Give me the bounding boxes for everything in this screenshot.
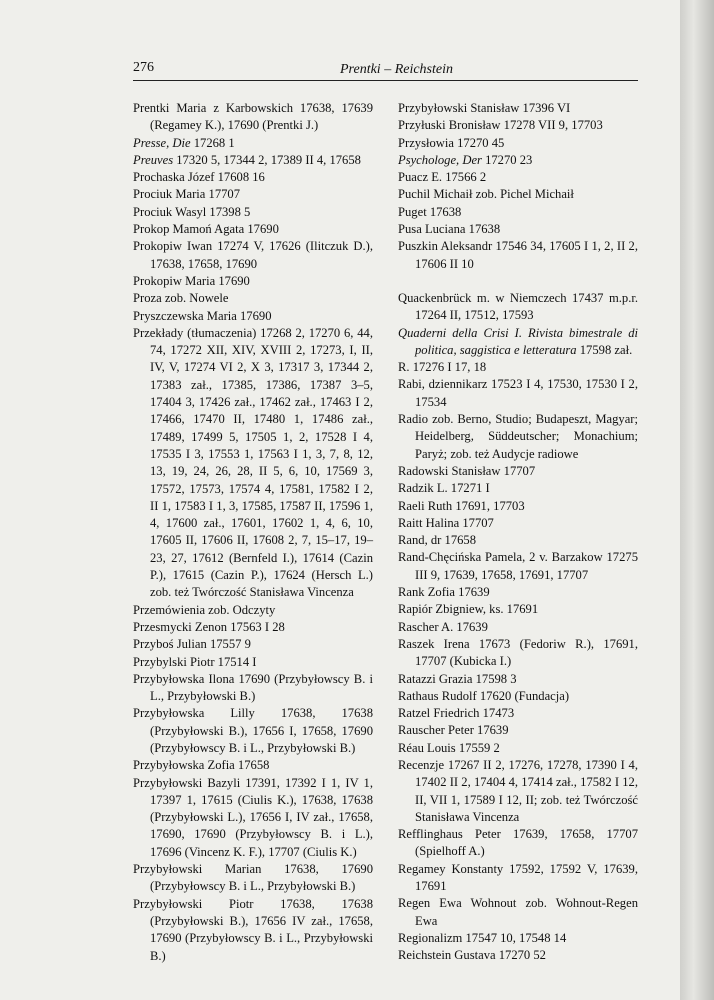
index-entry: [398, 100, 638, 117]
index-entry: [398, 601, 638, 618]
index-entry: [398, 705, 638, 722]
entry-text: Quackenbrück m. w Niemczech 17437 m.p.r. 17264 II, 17512, 17593: [398, 290, 638, 323]
entry-text: Rand, dr 17658: [398, 533, 477, 548]
index-entry: [133, 273, 373, 290]
entry-text: Raeli Ruth 17691, 17703: [398, 498, 525, 513]
index-entry: [398, 930, 638, 947]
index-entry: [398, 359, 638, 376]
entry-text: Prociuk Wasyl 17398 5: [133, 204, 251, 219]
index-entry: [398, 688, 638, 705]
index-entry: [398, 861, 638, 896]
index-entry: [133, 757, 373, 774]
index-entry: [398, 238, 638, 273]
index-entry: [398, 325, 638, 360]
entry-text: Regamey Konstanty 17592, 17592 V, 17639, 17691: [398, 861, 638, 894]
entry-text: Ratazzi Grazia 17598 3: [398, 671, 517, 686]
index-entry: [398, 740, 638, 757]
index-entry: [398, 186, 638, 203]
entry-text: Przybyłowska Lilly 17638, 17638 (Przybyłowski B.), 17656 I, 17658, 17690 (Przybyłowscy B. i L., Przybyłowski B.): [133, 706, 373, 755]
entry-text: Prentki Maria z Karbowskich 17638, 17639 (Regamey K.), 17690 (Prentki J.): [133, 101, 373, 133]
entry-text: Prochaska Józef 17608 16: [133, 170, 265, 185]
entry-text: Proza zob. Nowele: [133, 291, 229, 306]
index-entry: [133, 100, 373, 135]
entry-text: Rand-Chęcińska Pamela, 2 v. Barzakow 17275 III 9, 17639, 17658, 17691, 17707: [398, 550, 638, 582]
entry-text: Prokop Mamoń Agata 17690: [133, 222, 279, 237]
entry-text: Ratzel Friedrich 17473: [398, 706, 515, 721]
index-entry: [133, 705, 373, 757]
entry-text: Rauscher Peter 17639: [398, 723, 509, 738]
entry-text: Raszek Irena 17673 (Fedoriw R.), 17691, 17707 (Kubicka I.): [398, 636, 638, 669]
entry-text: Przybyłowski Marian 17638, 17690 (Przybyłowscy B. i L., Przybyłowski B.): [133, 862, 373, 894]
index-entry: [398, 152, 638, 169]
index-entry: [398, 532, 638, 549]
entry-text: Reichstein Gustava 17270 52: [398, 948, 546, 963]
entry-text: Prociuk Maria 17707: [133, 187, 241, 202]
entry-text: Rapiór Zbigniew, ks. 17691: [398, 602, 539, 617]
entry-text: Przekłady (tłumaczenia) 17268 2, 17270 6, 44, 74, 17272 XII, XIV, XVIII 2, 17273, I, II, IV, V, 17274 VI 2, X 3, 17317 3, 17344 2, 17383 zał., 17385, 17386, 17387 3–5, 17404 3, 17426 zał., 17462 zał., 17463 I 2, 17466, 17470 II, 17480 1, 17486 zał., 17489, 17499 5, 17505 1, 2, 17528 I 4, 17535 I 3, 17553 1, 17563 I 1, 3, 7, 8, 12, 13, 19, 24, 26, 28, II 5, 6, 10, 17569 3, 17572, 17573, 17574 4, 17581, 17582 I 2, II 1, 17583 I 1, 3, 17585, 17587 II, 17596 1, 4, 17600 zał., 17601, 17602 1, 4, 6, 10, 17605 II, 17606 II, 17608 2, 7, 15–17, 19–23, 27, 17612 (Bernfeld I.), 17614 (Cazin P.), 17615 (Cazin P.), 17624 (Hersch L.) zob. też Twórczość Stanisława Vincenza: [133, 325, 373, 600]
index-entry: [133, 290, 373, 307]
entry-text: Rascher A. 17639: [398, 619, 488, 634]
entry-text: Przybyłowska Zofia 17658: [133, 758, 270, 773]
index-entry: [133, 602, 373, 619]
index-column-left: [133, 100, 373, 965]
entry-text: Prokopiw Maria 17690: [133, 273, 250, 288]
entry-text: Puchil Michaił zob. Pichel Michaił: [398, 187, 574, 202]
entry-text: Przesmycki Zenon 17563 I 28: [133, 619, 285, 634]
entry-text: Przybylski Piotr 17514 I: [133, 654, 257, 669]
index-entry: [133, 238, 373, 273]
index-entry: [398, 221, 638, 238]
index-column-right: [398, 100, 638, 965]
index-entry: [398, 826, 638, 861]
entry-title-italic: Presse, Die: [133, 135, 191, 150]
entry-text: Przybyłowska Ilona 17690 (Przybyłowscy B. i L., Przybyłowski B.): [133, 671, 373, 704]
index-entry: [398, 463, 638, 480]
index-entry: [398, 411, 638, 463]
entry-text: 17598 zał.: [576, 342, 633, 357]
index-entry: [398, 947, 638, 964]
page-edge: [680, 0, 714, 1000]
index-entry: [133, 152, 373, 169]
index-entry: [398, 204, 638, 221]
entry-text: Przybyłowski Piotr 17638, 17638 (Przybyłowski B.), 17656 IV zał., 17658, 17690 (Przybyłowscy B. i L., Przybyłowski B.): [133, 896, 373, 963]
entry-text: Rabi, dziennikarz 17523 I 4, 17530, 17530 I 2, 17534: [398, 377, 638, 409]
index-entry: [133, 135, 373, 152]
index-entry: [133, 861, 373, 896]
index-entry: [398, 290, 638, 325]
index-entry: [133, 775, 373, 861]
entry-text: Regionalizm 17547 10, 17548 14: [398, 930, 567, 945]
entry-text: Przybyłowski Bazyli 17391, 17392 I 1, IV 1, 17397 1, 17615 (Ciulis K.), 17638, 17638 (Przybyłowski L.), 17656 I, IV zał., 17658, 17690, 17690 (Przybyłowscy B. i L.), 17696 (Vincenz K. F.), 17707 (Ciulis K.): [133, 775, 373, 859]
entry-text: Puacz E. 17566 2: [398, 170, 487, 185]
index-entry: [398, 117, 638, 134]
entry-text: Refflinghaus Peter 17639, 17658, 17707 (Spielhoff A.): [398, 827, 638, 859]
index-entry: [133, 325, 373, 602]
entry-text: 17270 23: [481, 152, 533, 167]
entry-text: Przemówienia zob. Odczyty: [133, 602, 276, 617]
entry-text: Réau Louis 17559 2: [398, 740, 500, 755]
entry-text: Pryszczewska Maria 17690: [133, 308, 272, 323]
entry-text: Przysłowia 17270 45: [398, 135, 505, 150]
index-entry: [398, 549, 638, 584]
index-entry: [133, 308, 373, 325]
entry-text: Prokopiw Iwan 17274 V, 17626 (Ilitczuk D.), 17638, 17658, 17690: [133, 239, 373, 271]
index-entry: [133, 619, 373, 636]
running-title: Prentki – Reichstein: [340, 62, 453, 77]
entry-title-italic: Psychologe, Der: [398, 152, 482, 167]
index-entry: [398, 135, 638, 152]
entry-text: Puget 17638: [398, 204, 462, 219]
entry-text: Puszkin Aleksandr 17546 34, 17605 I 1, 2, II 2, 17606 II 10: [398, 239, 638, 271]
index-entry: [398, 895, 638, 930]
entry-text: Radowski Stanisław 17707: [398, 463, 536, 478]
index-entry: [398, 515, 638, 532]
entry-text: 17268 1: [190, 135, 235, 150]
page-header: [133, 60, 638, 81]
index-entry: [133, 636, 373, 653]
index-entry: [133, 204, 373, 221]
entry-title-italic: Preuves: [133, 152, 174, 167]
index-entry: [398, 584, 638, 601]
index-entry: [133, 221, 373, 238]
index-entry: [398, 619, 638, 636]
entry-text: Radio zob. Berno, Studio; Budapeszt, Magyar; Heidelberg, Süddeutscher; Monachium; Paryż; zob. też Audycje radiowe: [398, 412, 638, 461]
index-entry: [398, 376, 638, 411]
page-number: 276: [133, 60, 154, 75]
entry-text: Rank Zofia 17639: [398, 585, 490, 600]
index-entry: [133, 169, 373, 186]
index-entry: [398, 757, 638, 826]
entry-text: Rathaus Rudolf 17620 (Fundacja): [398, 688, 570, 703]
entry-text: Przyłuski Bronisław 17278 VII 9, 17703: [398, 118, 603, 133]
entry-text: Pusa Luciana 17638: [398, 222, 501, 237]
index-entry: [398, 169, 638, 186]
index-entry: [133, 896, 373, 965]
entry-text: 17320 5, 17344 2, 17389 II 4, 17658: [173, 152, 361, 167]
section-gap: [398, 273, 638, 290]
index-entry: [398, 722, 638, 739]
index-entry: [398, 636, 638, 671]
entry-text: R. 17276 I 17, 18: [398, 360, 487, 375]
index-entry: [133, 671, 373, 706]
entry-text: Recenzje 17267 II 2, 17276, 17278, 17390 I 4, 17402 II 2, 17404 4, 17414 zał., 17582 I 12, II, VII 1, 17589 I 12, II; zob. też Twórczość Stanisława Vincenza: [398, 757, 638, 824]
entry-text: Przyboś Julian 17557 9: [133, 637, 251, 652]
index-entry: [133, 186, 373, 203]
entry-text: Raitt Halina 17707: [398, 515, 494, 530]
index-entry: [398, 480, 638, 497]
index-entry: [398, 671, 638, 688]
entry-title-italic: Quaderni della Crisi I. Rivista bimestrale di politica, saggistica e letteratura: [398, 325, 638, 357]
entry-text: Przybyłowski Stanisław 17396 VI: [398, 101, 571, 115]
index-entry: [133, 654, 373, 671]
entry-text: Radzik L. 17271 I: [398, 481, 490, 496]
entry-text: Regen Ewa Wohnout zob. Wohnout-Regen Ewa: [398, 896, 638, 928]
index-entry: [398, 498, 638, 515]
